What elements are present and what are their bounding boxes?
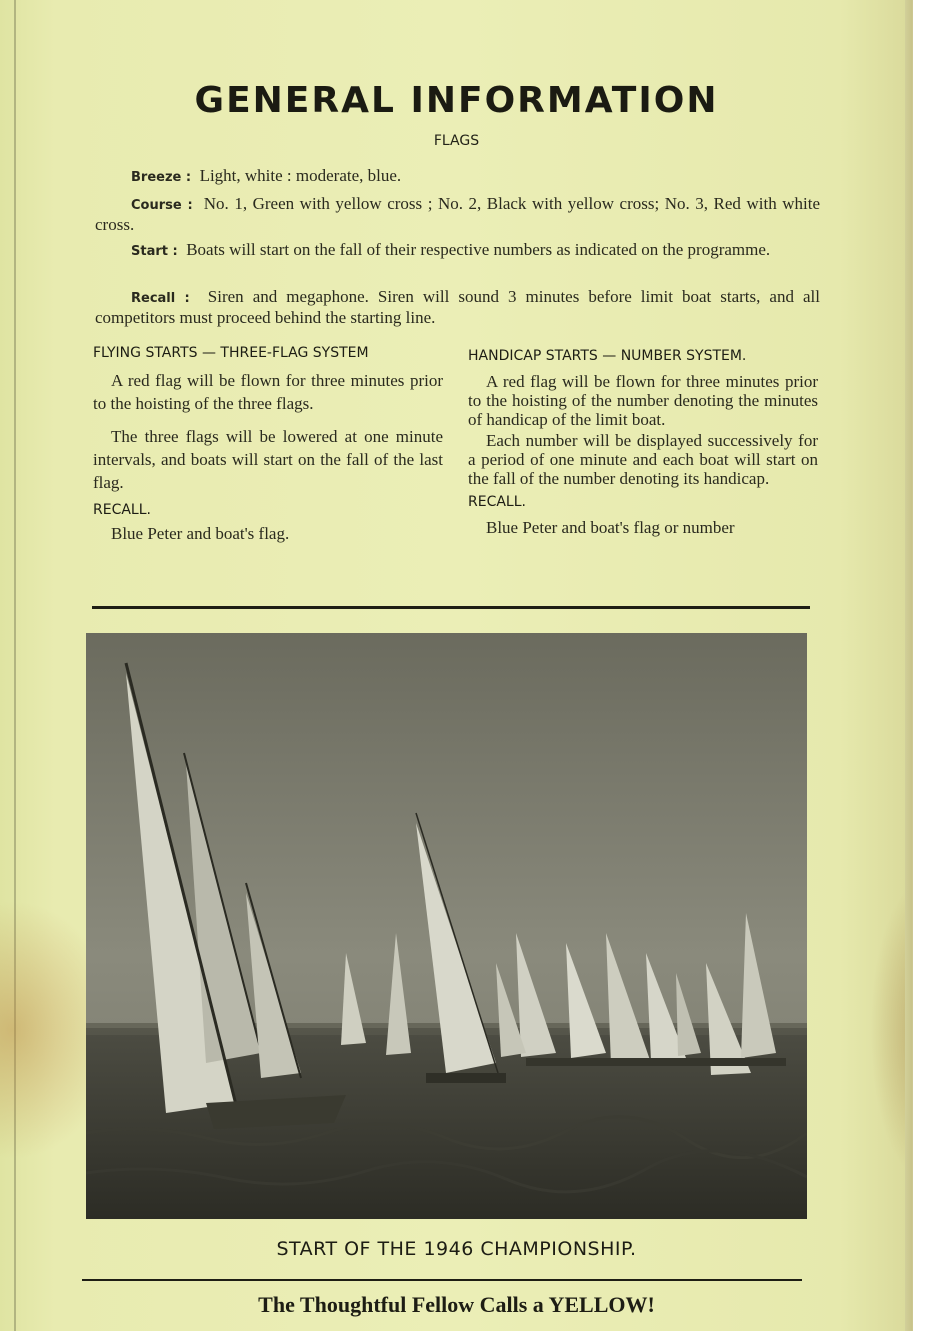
recall-text: Blue Peter and boat's flag or number [486, 518, 735, 537]
photo-illustration [86, 633, 807, 1219]
sailing-photo [86, 633, 807, 1219]
rule-text: No. 1, Green with yellow cross ; No. 2, Black with yellow cross; No. 3, Red with white cross. [95, 194, 820, 234]
rule-start [95, 240, 820, 261]
page-title: GENERAL INFORMATION [194, 80, 719, 121]
rule-text: Boats will start on the fall of their respective numbers as indicated on the programme. [186, 240, 771, 259]
rule-label: Start : [131, 244, 178, 259]
column-paragraph: A red flag will be flown for three minutes prior to the hoisting of the number denoting the minutes of handicap of the limit boat. [468, 372, 818, 429]
section-subtitle: FLAGS [433, 133, 480, 149]
column-paragraph: The three flags will be lowered at one minute intervals, and boats will start on the fall of the last flag. [93, 427, 443, 492]
divider [92, 606, 810, 609]
right-column [468, 348, 818, 538]
recall-text: Blue Peter and boat's flag. [111, 524, 290, 543]
rule-text: Siren and megaphone. Siren will sound 3 minutes before limit boat starts, and all competitors must proceed behind the starting line. [95, 287, 820, 327]
rule-label: Recall : [131, 291, 190, 306]
column-paragraph: A red flag will be flown for three minutes prior to the hoisting of the three flags. [93, 371, 443, 413]
rule-recall [95, 287, 820, 327]
recall-heading: RECALL. [93, 502, 151, 518]
column-paragraph: Each number will be displayed successively for a period of one minute and each boat will start on the fall of the number denoting its handicap. [468, 431, 818, 488]
footer-slogan: The Thoughtful Fellow Calls a YELLOW! [258, 1292, 655, 1317]
photo-caption: START OF THE 1946 CHAMPIONSHIP. [276, 1238, 637, 1260]
rule-label: Course : [131, 198, 193, 213]
recall-heading: RECALL. [468, 494, 526, 510]
rule-breeze [95, 166, 820, 187]
rule-course [95, 194, 820, 234]
column-heading: FLYING STARTS — THREE-FLAG SYSTEM [93, 345, 369, 361]
column-heading: HANDICAP STARTS — NUMBER SYSTEM. [468, 348, 747, 364]
divider [82, 1279, 802, 1281]
rule-label: Breeze : [131, 170, 192, 185]
rule-text: Light, white : moderate, blue. [199, 166, 402, 185]
page-edge [905, 0, 913, 1331]
left-column [93, 345, 443, 544]
